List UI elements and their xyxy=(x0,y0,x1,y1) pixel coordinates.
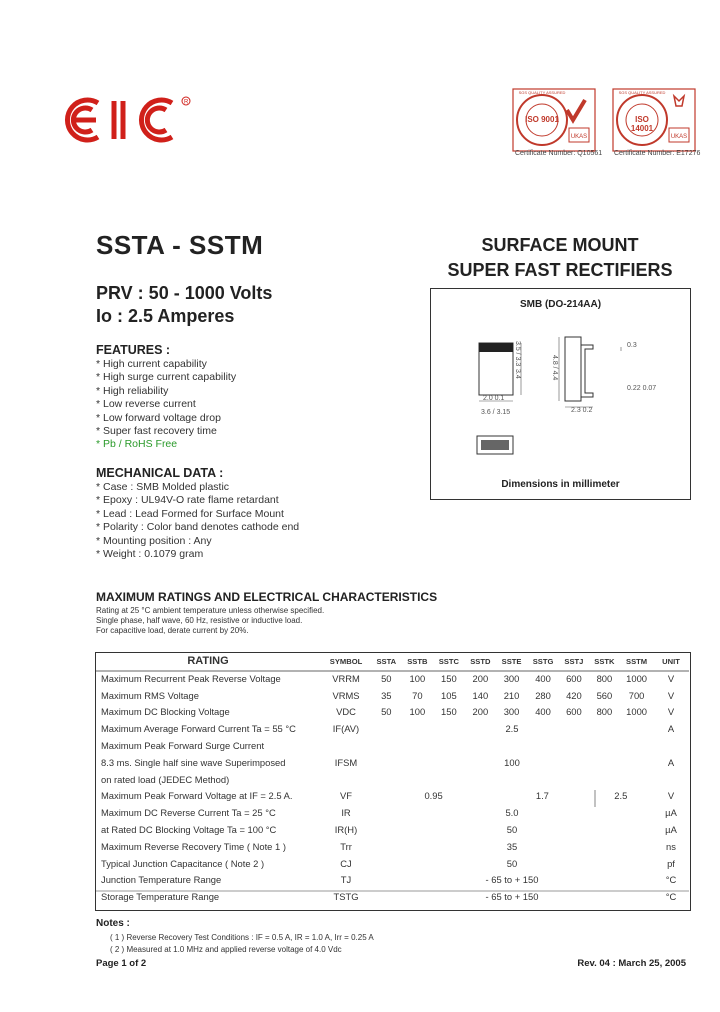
dim-lead: 0.3 xyxy=(627,342,637,349)
row-label: Junction Temperature Range xyxy=(101,874,222,886)
logo-text xyxy=(0,0,2,1)
row-unit: V xyxy=(667,672,675,684)
row-symbol: IFSM xyxy=(334,756,358,768)
header-part: SSTJ xyxy=(564,656,584,666)
cell: 420 xyxy=(566,689,582,701)
row-label: Maximum Recurrent Peak Reverse Voltage xyxy=(101,672,281,684)
row-symbol: IR xyxy=(341,807,351,819)
table-row xyxy=(95,872,689,889)
dim-lead-t: 0.22 0.07 xyxy=(627,385,657,392)
page-number: Page 1 of 2 xyxy=(96,958,147,969)
header-symbol: SYMBOL xyxy=(329,656,363,666)
package-diagram xyxy=(430,288,691,500)
list-item: * Low forward voltage drop xyxy=(96,411,221,424)
row-symbol: TSTG xyxy=(333,891,359,903)
header-part: SSTM xyxy=(626,656,648,666)
cell: 70 xyxy=(412,689,423,701)
row-label: Maximum Peak Forward Voltage at IF = 2.5 A. xyxy=(101,790,293,802)
package-caption: Dimensions in millimeter xyxy=(501,479,620,490)
mechanical-title: MECHANICAL DATA : xyxy=(96,466,224,480)
cell: 1000 xyxy=(626,706,647,718)
table-row xyxy=(95,687,689,704)
row-label: Maximum DC Reverse Current Ta = 25 °C xyxy=(101,807,276,819)
cell: - 65 to + 150 xyxy=(485,891,539,903)
cell: 50 xyxy=(506,857,518,869)
dim-body-h2: 3.4 xyxy=(514,369,521,379)
iso14001-badge xyxy=(612,88,696,152)
cert-caption-1: Certificate Number: Q10561 xyxy=(515,150,603,157)
cell: 2.5 xyxy=(505,723,519,735)
dim-w2: 3.6 / 3.15 xyxy=(481,409,511,416)
row-unit xyxy=(653,771,689,788)
header-part: SSTA xyxy=(376,656,397,666)
row-symbol: VRRM xyxy=(332,672,360,684)
rating-note: Rating at 25 °C ambient temperature unless otherwise specified. xyxy=(96,606,325,615)
features-title: FEATURES : xyxy=(96,343,171,357)
cell: 140 xyxy=(472,689,489,701)
row-unit: °C xyxy=(665,891,677,903)
iso14001-label: ISO 14001 xyxy=(630,115,654,133)
table-row xyxy=(95,704,689,721)
cell: 800 xyxy=(596,672,613,684)
cell: 35 xyxy=(506,840,518,852)
revision-date: Rev. 04 : March 25, 2005 xyxy=(577,958,686,969)
row-unit: µA xyxy=(665,824,677,836)
table-row xyxy=(95,754,689,771)
package-title: SMB (DO-214AA) xyxy=(519,299,602,310)
type-line-2: SUPER FAST RECTIFIERS xyxy=(447,260,673,280)
cell: 100 xyxy=(409,672,426,684)
row-unit: V xyxy=(667,790,675,802)
notes-title: Notes : xyxy=(96,918,130,929)
features-list xyxy=(96,358,236,452)
row-label: Maximum Average Forward Current Ta = 55 °C xyxy=(101,723,296,735)
list-item: * High reliability xyxy=(96,384,169,397)
ukas-badge-2: UKAS xyxy=(670,134,688,140)
table-row xyxy=(95,804,689,821)
cell: 100 xyxy=(504,756,520,768)
row-unit xyxy=(653,737,689,754)
header-part: SSTK xyxy=(594,656,615,666)
cell: 150 xyxy=(441,672,457,684)
ratings-notes xyxy=(96,606,324,636)
cell: 560 xyxy=(596,689,613,701)
list-item: * High surge current capability xyxy=(96,371,237,384)
svg-text:R: R xyxy=(184,99,189,106)
row-unit: °C xyxy=(665,874,677,886)
list-item: * High current capability xyxy=(96,358,207,370)
cell xyxy=(371,737,653,754)
row-label: 8.3 ms. Single half sine wave Superimposed xyxy=(101,756,286,768)
cell: 5.0 xyxy=(505,807,519,819)
table-row xyxy=(95,737,689,754)
header-rating: RATING xyxy=(187,655,229,667)
notes-list xyxy=(110,932,374,956)
dim-body-h: 3.5 / 3.3 xyxy=(514,341,521,367)
list-item: * Super fast recovery time xyxy=(96,425,217,438)
dim-height: 4.8 / 4.4 xyxy=(551,355,558,381)
table-header-row xyxy=(95,652,689,670)
table-row xyxy=(95,821,689,838)
cell: 50 xyxy=(381,706,392,718)
cell: 280 xyxy=(535,689,551,701)
row-unit: pf xyxy=(667,857,675,869)
row-label: Maximum RMS Voltage xyxy=(101,689,199,701)
eic-logo xyxy=(62,95,192,145)
prv-spec: PRV : 50 - 1000 Volts xyxy=(96,283,273,303)
row-symbol xyxy=(321,771,371,788)
cell: 800 xyxy=(596,706,613,718)
cell: 100 xyxy=(409,706,426,718)
list-item: * Case : SMB Molded plastic xyxy=(96,481,230,493)
row-symbol: TJ xyxy=(340,874,352,886)
header-part: SSTB xyxy=(407,656,428,666)
cell: 600 xyxy=(566,706,582,718)
mechanical-list xyxy=(96,481,299,561)
list-item: * Weight : 0.1079 gram xyxy=(96,548,204,561)
cell: 35 xyxy=(381,689,392,701)
ratings-table xyxy=(95,652,689,905)
cell: 300 xyxy=(503,706,520,718)
row-symbol: IR(H) xyxy=(334,824,358,836)
row-symbol: VDC xyxy=(336,706,356,718)
iso9001-badge xyxy=(512,88,596,152)
table-row xyxy=(95,788,689,805)
row-label: Maximum DC Blocking Voltage xyxy=(101,706,230,718)
rating-note: For capacitive load, derate current by 20%. xyxy=(96,626,249,635)
cell: 150 xyxy=(441,706,457,718)
ratings-title: MAXIMUM RATINGS AND ELECTRICAL CHARACTERISTICS xyxy=(96,590,438,604)
type-line-1: SURFACE MOUNT xyxy=(481,235,639,255)
cell: 1.7 xyxy=(535,790,549,802)
cell: - 65 to + 150 xyxy=(485,874,539,886)
cert-caption-2: Certificate Number: E17276 xyxy=(614,150,701,157)
row-symbol: VF xyxy=(340,790,352,802)
table-row xyxy=(95,888,689,905)
row-symbol: CJ xyxy=(340,857,352,869)
package-drawing xyxy=(431,289,690,499)
row-symbol: VRMS xyxy=(332,689,360,701)
cell: 50 xyxy=(381,672,392,684)
cell xyxy=(371,771,653,788)
row-symbol: Trr xyxy=(340,840,352,852)
cell: 0.95 xyxy=(424,790,443,802)
cell: 105 xyxy=(441,689,457,701)
dim-w3: 2.3 0.2 xyxy=(571,407,593,414)
table-row xyxy=(95,855,689,872)
row-unit: A xyxy=(667,756,675,768)
list-item: * Lead : Lead Formed for Surface Mount xyxy=(96,507,284,520)
list-item: * Low reverse current xyxy=(96,398,196,411)
iso14001-ring-text: SGS QUALITY ASSURED xyxy=(618,90,666,95)
cell: 200 xyxy=(472,672,489,684)
rohs-item: * Pb / RoHS Free xyxy=(96,438,178,451)
header-part: SSTE xyxy=(501,656,522,666)
list-item: * Epoxy : UL94V-O rate flame retardant xyxy=(96,494,279,507)
cell: 300 xyxy=(503,672,520,684)
row-label: Maximum Peak Forward Surge Current xyxy=(101,740,265,752)
iso9001-ring-text: SGS QUALITY ASSURED xyxy=(518,90,566,95)
ukas-badge-1: UKAS xyxy=(570,134,588,140)
cell: 600 xyxy=(566,672,582,684)
row-label: on rated load (JEDEC Method) xyxy=(101,773,230,785)
dim-w1: 2.0 0.1 xyxy=(483,395,505,402)
cell: 1000 xyxy=(626,672,647,684)
header-unit: UNIT xyxy=(662,656,680,666)
list-item: * Mounting position : Any xyxy=(96,534,212,547)
cell: 700 xyxy=(628,689,645,701)
table-row xyxy=(95,720,689,737)
cell: 50 xyxy=(506,824,518,836)
row-symbol xyxy=(321,737,371,754)
note-item: ( 2 ) Measured at 1.0 MHz and applied reverse voltage of 4.0 Vdc xyxy=(110,945,342,954)
note-item: ( 1 ) Reverse Recovery Test Conditions : IF = 0.5 A, IR = 1.0 A, Irr = 0.25 A xyxy=(110,933,374,942)
row-symbol: IF(AV) xyxy=(332,723,360,735)
header-part: SSTG xyxy=(532,656,554,666)
header-part: SSTC xyxy=(438,656,459,666)
cell: 2.5 xyxy=(614,790,628,802)
header-part: SSTD xyxy=(470,656,491,666)
cell: 400 xyxy=(535,706,551,718)
cell: 210 xyxy=(503,689,520,701)
table-row xyxy=(95,670,689,687)
row-label: Typical Junction Capacitance ( Note 2 ) xyxy=(101,857,265,869)
row-unit: V xyxy=(667,689,675,701)
row-label: Maximum Reverse Recovery Time ( Note 1 ) xyxy=(101,840,286,852)
row-unit: ns xyxy=(666,840,676,852)
cell: 200 xyxy=(472,706,489,718)
row-unit: V xyxy=(667,706,675,718)
row-label: at Rated DC Blocking Voltage Ta = 100 °C xyxy=(101,824,277,836)
table-row xyxy=(95,771,689,788)
row-label: Storage Temperature Range xyxy=(101,891,220,903)
row-unit: µA xyxy=(665,807,677,819)
list-item: * Polarity : Color band denotes cathode end xyxy=(96,521,300,534)
row-unit: A xyxy=(667,723,675,735)
rating-note: Single phase, half wave, 60 Hz, resistive or inductive load. xyxy=(96,616,303,625)
io-spec: Io : 2.5 Amperes xyxy=(96,306,235,326)
part-range-title: SSTA - SSTM xyxy=(96,230,264,260)
iso9001-label: ISO 9001 xyxy=(525,115,559,124)
cell: 400 xyxy=(535,672,551,684)
table-row xyxy=(95,838,689,855)
